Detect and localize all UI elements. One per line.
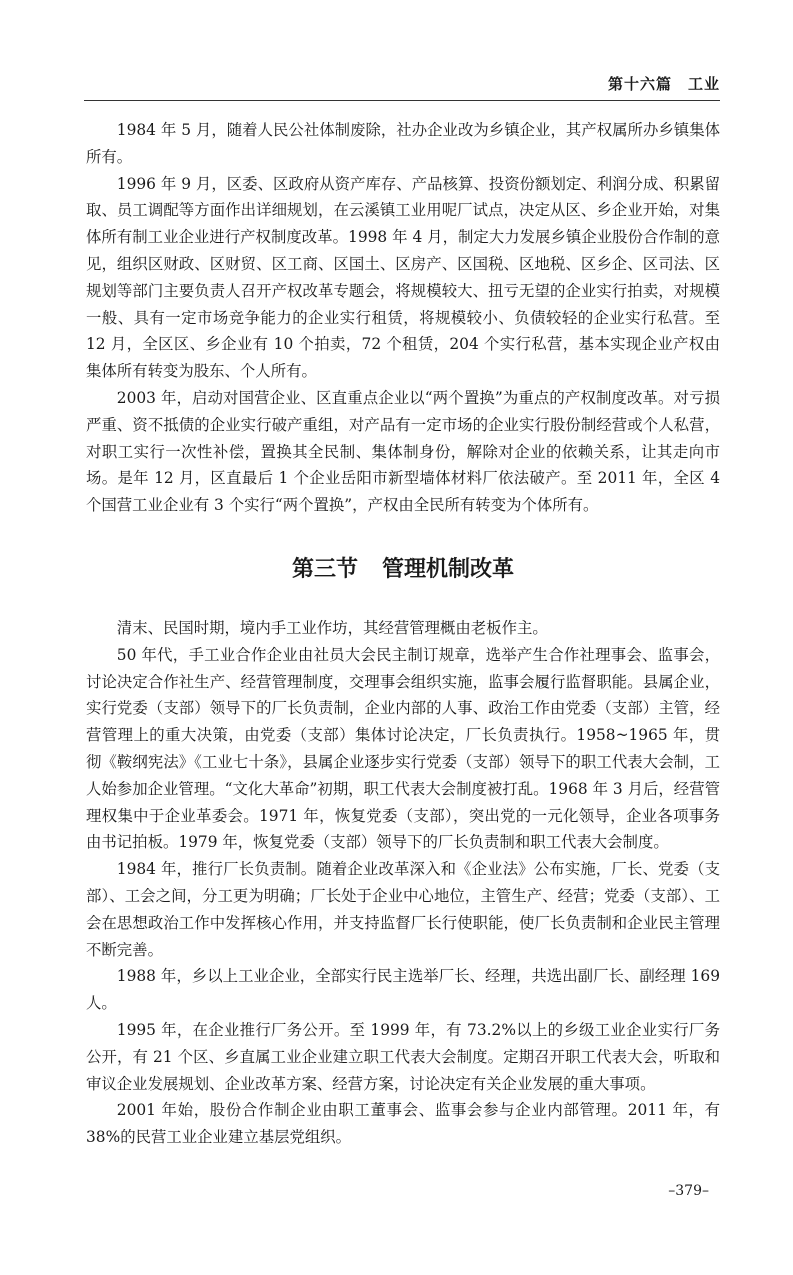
body-text-top — [86, 117, 720, 519]
body-text-section — [86, 615, 720, 1151]
page-number: –379– — [668, 1182, 709, 1199]
paragraph: 1984 年，推行厂长负责制。随着企业改革深入和《企业法》公布实施，厂长、党委（支部）、工会之间，分工更为明确；厂长处于企业中心地位，主管生产、经营；党委（支部）、工会在思想政治工作中发挥核心作用，并支持监督厂长行使职能，使厂长负责制和企业民主管理不断完善。 — [86, 860, 720, 959]
paragraph: 1995 年，在企业推行厂务公开。至 1999 年，有 73.2%以上的乡级工业企业实行厂务公开，有 21 个区、乡直属工业企业建立职工代表大会制度。定期召开职工代表大会，听取和审议企业发展规划、企业改革方案、经营方案，讨论决定有关企业发展的重大事项。 — [86, 1020, 720, 1093]
paragraph: 1996 年 9 月，区委、区政府从资产库存、产品核算、投资份额划定、利润分成、积累留取、员工调配等方面作出详细规划，在云溪镇工业用呢厂试点，决定从区、乡企业开始，对集体所有制工业企业进行产权制度改革。1998 年 4 月，制定大力发展乡镇企业股份合作制的意见，组织区财政、区财贸、区工商、区国土、区房产、区国税、区地税、区乡企、区司法、区规划等部门主要负责人召开产权改革专题会，将规模较大、扭亏无望的企业实行拍卖，对规模一般、具有一定市场竞争能力的企业实行租赁，将规模较小、负债较轻的企业实行私营。至 12 月，全区区、乡企业有 10 个拍卖，72 个租赁，204 个实行私营，基本实现企业产权由集体所有转变为股东、个人所有。 — [86, 174, 720, 381]
section-heading — [86, 555, 720, 585]
section-name: 管理机制改革 — [382, 556, 515, 582]
section-number: 第三节 — [291, 556, 358, 582]
paragraph: 50 年代，手工业合作企业由社员大会民主制订规章，选举产生合作社理事会、监事会，讨论决定合作社生产、经营管理制度，交理事会组织实施，监事会履行监督职能。县属企业，实行党委（支部）领导下的厂长负责制，企业内部的人事、政治工作由党委（支部）主管，经营管理上的重大决策，由党委（支部）集体讨论决定，厂长负责执行。1958~1965 年，贯彻《鞍纲宪法》《工业七十条》，县属企业逐步实行党委（支部）领导下的职工代表大会制，工人始参加企业管理。“文化大革命”初期，职工代表大会制度被打乱。1968 年 3 月后，经营管理权集中于企业革委会。1971 年，恢复党委（支部），突出党的一元化领导，企业各项事务由书记拍板。1979 年，恢复党委（支部）领导下的厂长负责制和职工代表大会制度。 — [86, 645, 720, 852]
paragraph: 2003 年，启动对国营企业、区直重点企业以“两个置换”为重点的产权制度改革。对亏损严重、资不抵债的企业实行破产重组，对产品有一定市场的企业实行股份制经营或个人私营，对职工实行一次性补偿，置换其全民制、集体制身份，解除对企业的依赖关系，让其走向市场。是年 12 月，区直最后 1 个企业岳阳市新型墙体材料厂依法破产。至 2011 年，全区 4 个国营工业企业有 3 个实行“两个置换”，产权由全民所有转变为个体所有。 — [86, 388, 720, 515]
paragraph: 清末、民国时期，境内手工业作坊，其经营管理概由老板作主。 — [116, 618, 548, 637]
paragraph: 1984 年 5 月，随着人民公社体制废除，社办企业改为乡镇企业，其产权属所办乡镇集体所有。 — [86, 121, 720, 166]
header-rule — [84, 100, 720, 101]
paragraph: 1988 年，乡以上工业企业，全部实行民主选举厂长、经理，共选出副厂长、副经理 169 人。 — [86, 967, 720, 1013]
page-spacer — [86, 1151, 720, 1181]
paragraph: 2001 年始，股份合作制企业由职工董事会、监事会参与企业内部管理。2011 年，有 38%的民营工业企业建立基层党组织。 — [86, 1101, 720, 1147]
part-title: 工业 — [687, 75, 720, 93]
running-header — [86, 74, 720, 94]
part-label: 第十六篇 — [607, 75, 672, 93]
